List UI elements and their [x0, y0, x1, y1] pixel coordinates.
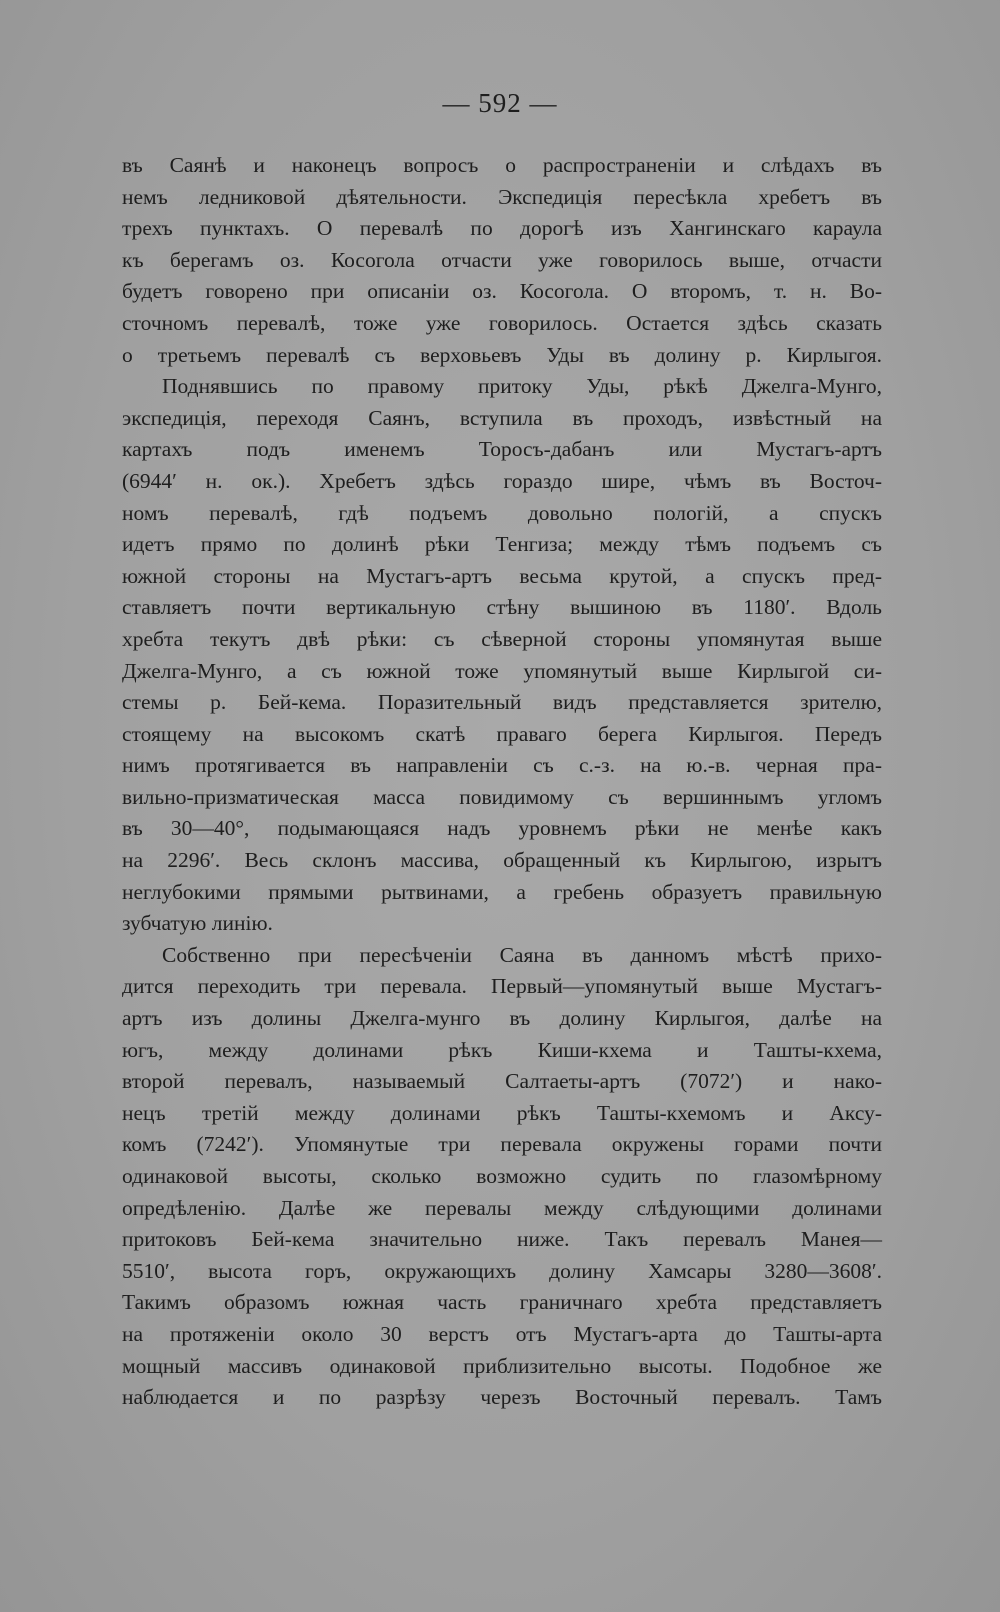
text-line: Собственно при пересѣченіи Саяна въ данномъ мѣстѣ прихо-	[162, 942, 882, 967]
text-line: притоковъ Бей-кема значительно ниже. Такъ перевалъ Манея—	[122, 1227, 882, 1252]
text-line: югъ, между долинами рѣкъ Киши-кхема и Ташты-кхема,	[122, 1037, 882, 1062]
text-line: 5510′, высота горъ, окружающихъ долину Хамсары 3280—3608′.	[122, 1258, 882, 1283]
text-line: артъ изъ долины Джелга-мунго въ долину Кирлыгоя, далѣе на	[122, 1006, 882, 1031]
text-line: неглубокими прямыми рытвинами, а гребень образуетъ правильную	[122, 879, 882, 904]
text-line: (6944′ н. ок.). Хребетъ здѣсь гораздо шире, чѣмъ въ Восточ-	[122, 468, 882, 493]
text-line: наблюдается и по разрѣзу черезъ Восточный перевалъ. Тамъ	[122, 1385, 882, 1410]
text-line: въ 30—40°, подымающаяся надъ уровнемъ рѣки не менѣе какъ	[122, 816, 882, 841]
body-text	[122, 150, 882, 1414]
text-line: зубчатую линію.	[122, 911, 273, 936]
text-line: стемы р. Бей-кема. Поразительный видъ представляется зрителю,	[122, 690, 882, 715]
paragraph-3	[122, 940, 882, 1414]
text-line: къ берегамъ оз. Косогола отчасти уже говорилось выше, отчасти	[122, 247, 882, 272]
text-line: вильно-призматическая масса повидимому съ вершиннымъ угломъ	[122, 784, 882, 809]
text-line: стоящему на высокомъ скатѣ праваго берега Кирлыгоя. Передъ	[122, 721, 882, 746]
text-line: немъ ледниковой дѣятельности. Экспедиція пересѣкла хребетъ въ	[122, 184, 882, 209]
text-line: номъ перевалѣ, гдѣ подъемъ довольно пологій, а спускъ	[122, 500, 882, 525]
text-line: будетъ говорено при описаніи оз. Косогола. О второмъ, т. н. Во-	[122, 279, 882, 304]
page-number: — 592 —	[442, 88, 558, 118]
text-line: хребта текутъ двѣ рѣки: съ сѣверной стороны упомянутая выше	[122, 626, 882, 651]
paragraph-1	[122, 150, 882, 371]
text-line: нецъ третій между долинами рѣкъ Ташты-кхемомъ и Аксу-	[122, 1100, 882, 1125]
text-line: мощный массивъ одинаковой приблизительно высоты. Подобное же	[122, 1353, 882, 1378]
text-line: одинаковой высоты, сколько возможно судить по глазомѣрному	[122, 1164, 882, 1188]
text-line: на протяженіи около 30 верстъ отъ Мустагъ-арта до Ташты-арта	[122, 1321, 882, 1346]
text-line: Такимъ образомъ южная часть граничнаго хребта представляетъ	[122, 1290, 882, 1315]
text-line: южной стороны на Мустагъ-артъ весьма крутой, а спускъ пред-	[122, 563, 882, 588]
text-line: картахъ подъ именемъ Торосъ-дабанъ или Мустагъ-артъ	[122, 437, 882, 462]
text-line: опредѣленію. Далѣе же перевалы между слѣдующими долинами	[122, 1195, 882, 1220]
text-line: комъ (7242′). Упомянутые три перевала окружены горами почти	[122, 1132, 882, 1157]
text-line: идетъ прямо по долинѣ рѣки Тенгиза; между тѣмъ подъемъ съ	[122, 532, 882, 557]
paragraph-2	[122, 371, 882, 940]
text-line: ставляетъ почти вертикальную стѣну вышиною въ 1180′. Вдоль	[122, 595, 882, 620]
text-line: второй перевалъ, называемый Салтаеты-артъ (7072′) и нако-	[122, 1069, 882, 1094]
text-line: въ Саянѣ и наконецъ вопросъ о распространеніи и слѣдахъ въ	[122, 153, 882, 177]
text-line: на 2296′. Весь склонъ массива, обращенный къ Кирлыгою, изрытъ	[122, 848, 882, 873]
text-line: дится переходить три перевала. Первый—упомянутый выше Мустагъ-	[122, 974, 882, 999]
text-line: Поднявшись по правому притоку Уды, рѣкѣ Джелга-Мунго,	[162, 374, 882, 399]
text-line: экспедиція, переходя Саянъ, вступила въ проходъ, извѣстный на	[122, 405, 882, 430]
text-line: о третьемъ перевалѣ съ верховьевъ Уды въ долину р. Кирлыгоя.	[122, 342, 882, 367]
text-line: сточномъ перевалѣ, тоже уже говорилось. Остается здѣсь сказать	[122, 310, 882, 335]
text-line: трехъ пунктахъ. О перевалѣ по дорогѣ изъ Хангинскаго караула	[122, 216, 882, 241]
text-line: нимъ протягивается въ направленіи съ с.-з. на ю.-в. черная пра-	[122, 753, 882, 778]
text-line: Джелга-Мунго, а съ южной тоже упомянутый выше Кирлыгой си-	[122, 658, 882, 683]
